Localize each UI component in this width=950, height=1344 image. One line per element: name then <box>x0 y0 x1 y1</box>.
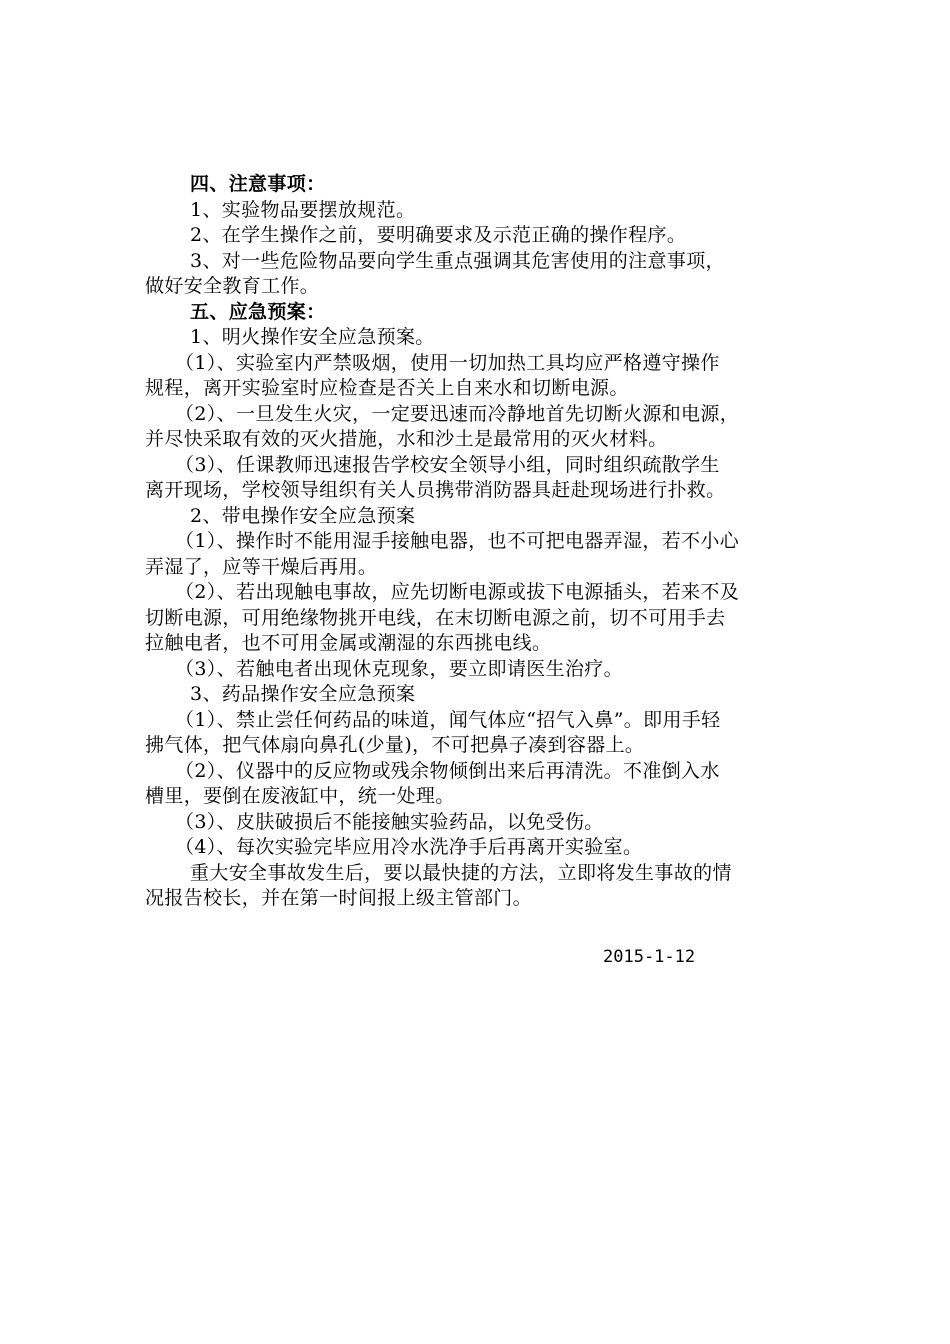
plan-3-paragraph-1-line-1: （1）、禁止尝任何药品的味道，闻气体应“招气入鼻”。即用手轻 <box>175 708 721 731</box>
plan-3-paragraph-3: （3）、皮肤破损后不能接触实验药品，以免受伤。 <box>175 810 604 833</box>
plan-2-paragraph-2-line-1: （2）、若出现触电事故，应先切断电源或拔下电源插头，若来不及 <box>175 581 740 603</box>
section-heading-emergency-plan: 五、应急预案： <box>190 300 326 323</box>
closing-line-1: 重大安全事故发生后，要以最快捷的方法，立即将发生事故的情 <box>190 861 732 884</box>
plan-1-paragraph-1-line-1: （1）、实验室内严禁吸烟，使用一切加热工具均应严格遵守操作 <box>175 351 720 374</box>
plan-2-paragraph-2-line-3: 拉触电者，也不可用金属或潮湿的东西挑电线。 <box>145 632 552 654</box>
plan-2-paragraph-3: （3）、若触电者出现休克现象，要立即请医生治疗。 <box>175 657 623 680</box>
precaution-item-1: 1、实验物品要摆放规范。 <box>190 198 416 221</box>
plan-1-paragraph-2-line-2: 并尽快采取有效的灭火措施，水和沙土是最常用的灭火材料。 <box>145 428 668 450</box>
plan-3-paragraph-2-line-2: 槽里，要倒在废液缸中，统一处理。 <box>145 785 455 807</box>
plan-3-title: 3、药品操作安全应急预案 <box>190 683 416 705</box>
plan-1-paragraph-1-line-2: 规程，离开实验室时应检查是否关上自来水和切断电源。 <box>145 377 629 399</box>
section-heading-precautions: 四、注意事项： <box>190 173 326 195</box>
plan-2-paragraph-2-line-2: 切断电源，可用绝缘物挑开电线，在末切断电源之前，切不可用手去 <box>145 606 726 629</box>
document-date: 2015-1-12 <box>603 947 696 967</box>
document-body <box>145 172 810 912</box>
plan-1-title: 1、明火操作安全应急预案。 <box>190 326 435 348</box>
plan-1-paragraph-3-line-1: （3）、任课教师迅速报告学校安全领导小组，同时组织疏散学生 <box>175 453 720 476</box>
plan-3-paragraph-4: （4）、每次实验完毕应用冷水洗净手后再离开实验室。 <box>175 836 643 858</box>
precaution-item-3-line-1: 3、对一些危险物品要向学生重点强调其危害使用的注意事项， <box>190 249 725 272</box>
closing-line-2: 况报告校长，并在第一时间报上级主管部门。 <box>145 887 533 909</box>
precaution-item-3-line-2: 做好安全教育工作。 <box>145 275 320 297</box>
plan-3-paragraph-2-line-1: （2）、仪器中的反应物或残余物倾倒出来后再清洗。不准倒入水 <box>175 759 720 782</box>
plan-1-paragraph-3-line-2: 离开现场，学校领导组织有关人员携带消防器具赶赴现场进行扑救。 <box>145 479 726 501</box>
plan-2-paragraph-1-line-2: 弄湿了，应等干燥后再用。 <box>145 555 378 578</box>
plan-1-paragraph-2-line-1: （2）、一旦发生火灾，一定要迅速而冷静地首先切断火源和电源， <box>175 402 740 425</box>
plan-3-paragraph-1-line-2: 拂气体，把气体扇向鼻孔(少量)，不可把鼻子凑到容器上。 <box>145 734 645 756</box>
plan-2-paragraph-1-line-1: （1）、操作时不能用湿手接触电器，也不可把电器弄湿，若不小心 <box>175 530 740 552</box>
plan-2-title: 2、带电操作安全应急预案 <box>190 504 416 527</box>
precaution-item-2: 2、在学生操作之前，要明确要求及示范正确的操作程序。 <box>190 224 687 246</box>
